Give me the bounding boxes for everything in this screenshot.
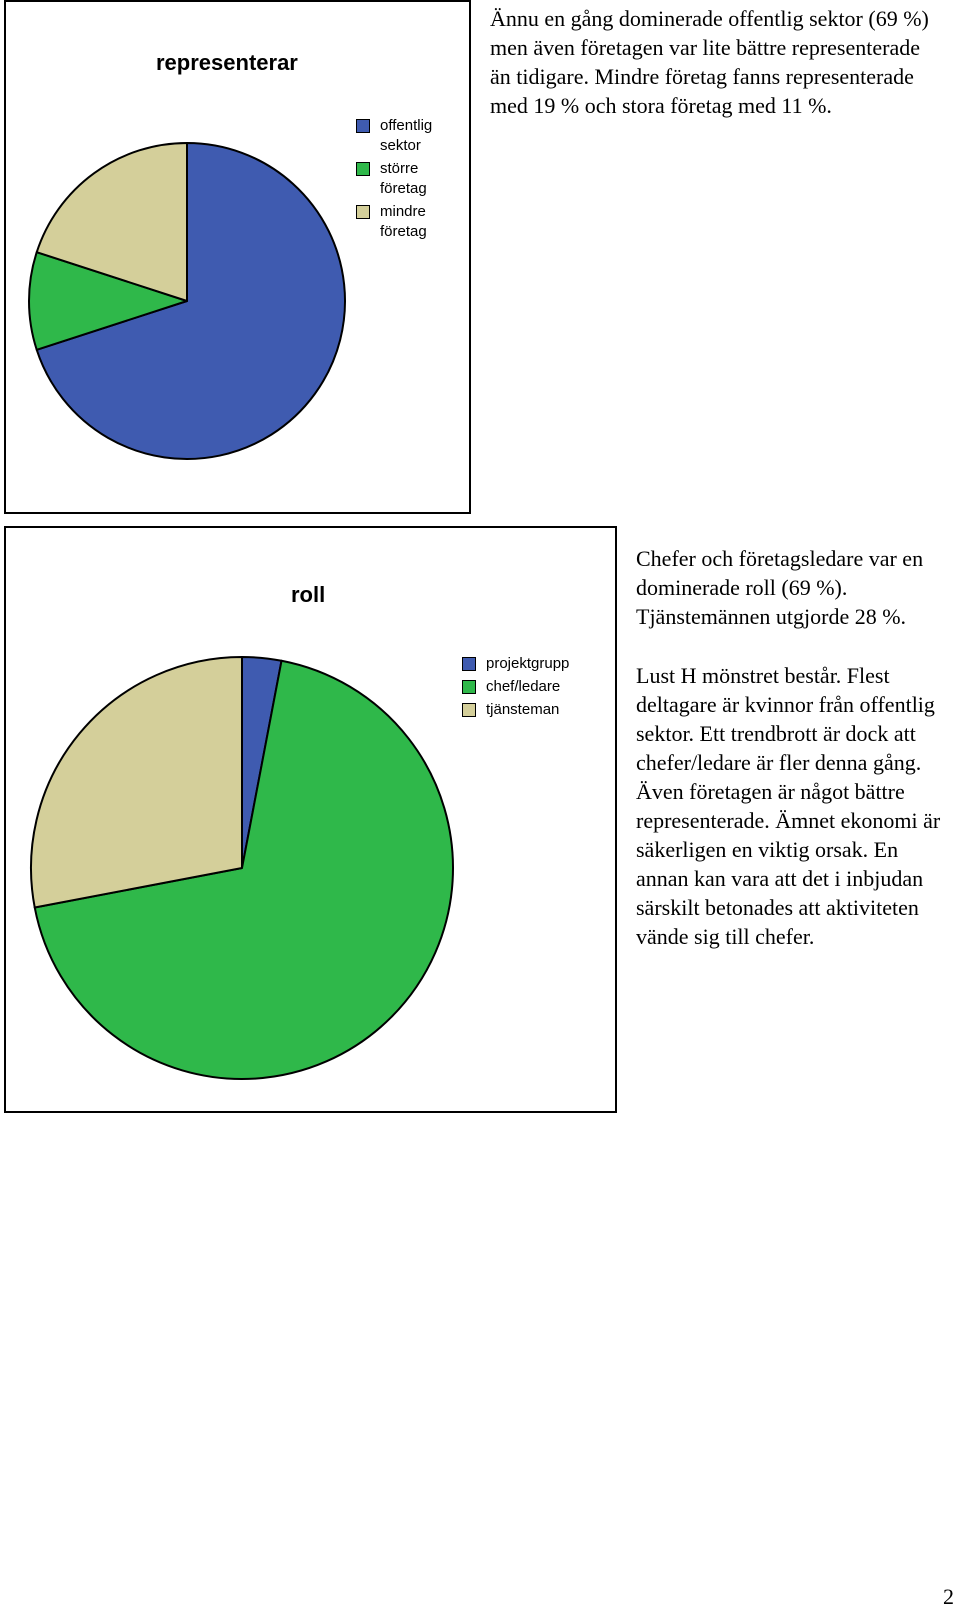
page-number: 2 bbox=[943, 1584, 954, 1609]
legend-item bbox=[462, 677, 612, 697]
paragraph-roll: Chefer och företagsledare var en dominerade roll (69 %). Tjänstemännen utgjorde 28 %. bbox=[636, 546, 924, 629]
legend-item bbox=[356, 202, 466, 242]
legend-swatch-mindre-foretag bbox=[356, 205, 370, 219]
legend-swatch-offentlig-sektor bbox=[356, 119, 370, 133]
legend-item bbox=[462, 654, 612, 674]
paragraph-summary: Lust H mönstret består. Flest deltagare är kvinnor från offentlig sektor. Ett trendbrott är dock att chefer/ledare är fler denna gång. Även företagen är något bättre representerade. Ämnet ekonomi är säkerligen en viktig orsak. En annan kan vara att det i inbjudan särskilt betonades att aktiviteten vände sig till chefer. bbox=[636, 663, 941, 949]
legend-label: tjänsteman bbox=[486, 701, 560, 718]
chart-legend bbox=[462, 654, 612, 723]
legend-label: chef/ledare bbox=[486, 678, 561, 695]
legend-swatch-storre-foretag bbox=[356, 162, 370, 176]
legend-label: projektgrupp bbox=[486, 655, 570, 672]
legend-swatch-projektgrupp bbox=[462, 657, 476, 671]
chart-representerar bbox=[4, 0, 471, 514]
legend-label: större företag bbox=[380, 160, 427, 197]
pie-chart-svg bbox=[6, 2, 473, 516]
legend-label: mindre företag bbox=[380, 203, 427, 240]
legend-label: offentlig sektor bbox=[380, 117, 433, 154]
paragraph-representation: Ännu en gång dominerade offentlig sektor (69 %) men även företagen var lite bättre representerade än tidigare. Mindre företag fanns representerade med 19 % och stora företag med 11 %. bbox=[490, 6, 929, 118]
legend-swatch-tjansteman bbox=[462, 703, 476, 717]
legend-item bbox=[462, 700, 612, 720]
legend-item bbox=[356, 116, 466, 156]
pie-slice-tjänsteman bbox=[31, 657, 242, 908]
chart-title: representerar bbox=[156, 50, 298, 75]
legend-swatch-chef-ledare bbox=[462, 680, 476, 694]
chart-title: roll bbox=[291, 582, 326, 607]
legend-item bbox=[356, 159, 466, 199]
chart-legend bbox=[356, 116, 466, 245]
chart-roll bbox=[4, 526, 617, 1113]
pie-chart-svg bbox=[6, 528, 619, 1115]
